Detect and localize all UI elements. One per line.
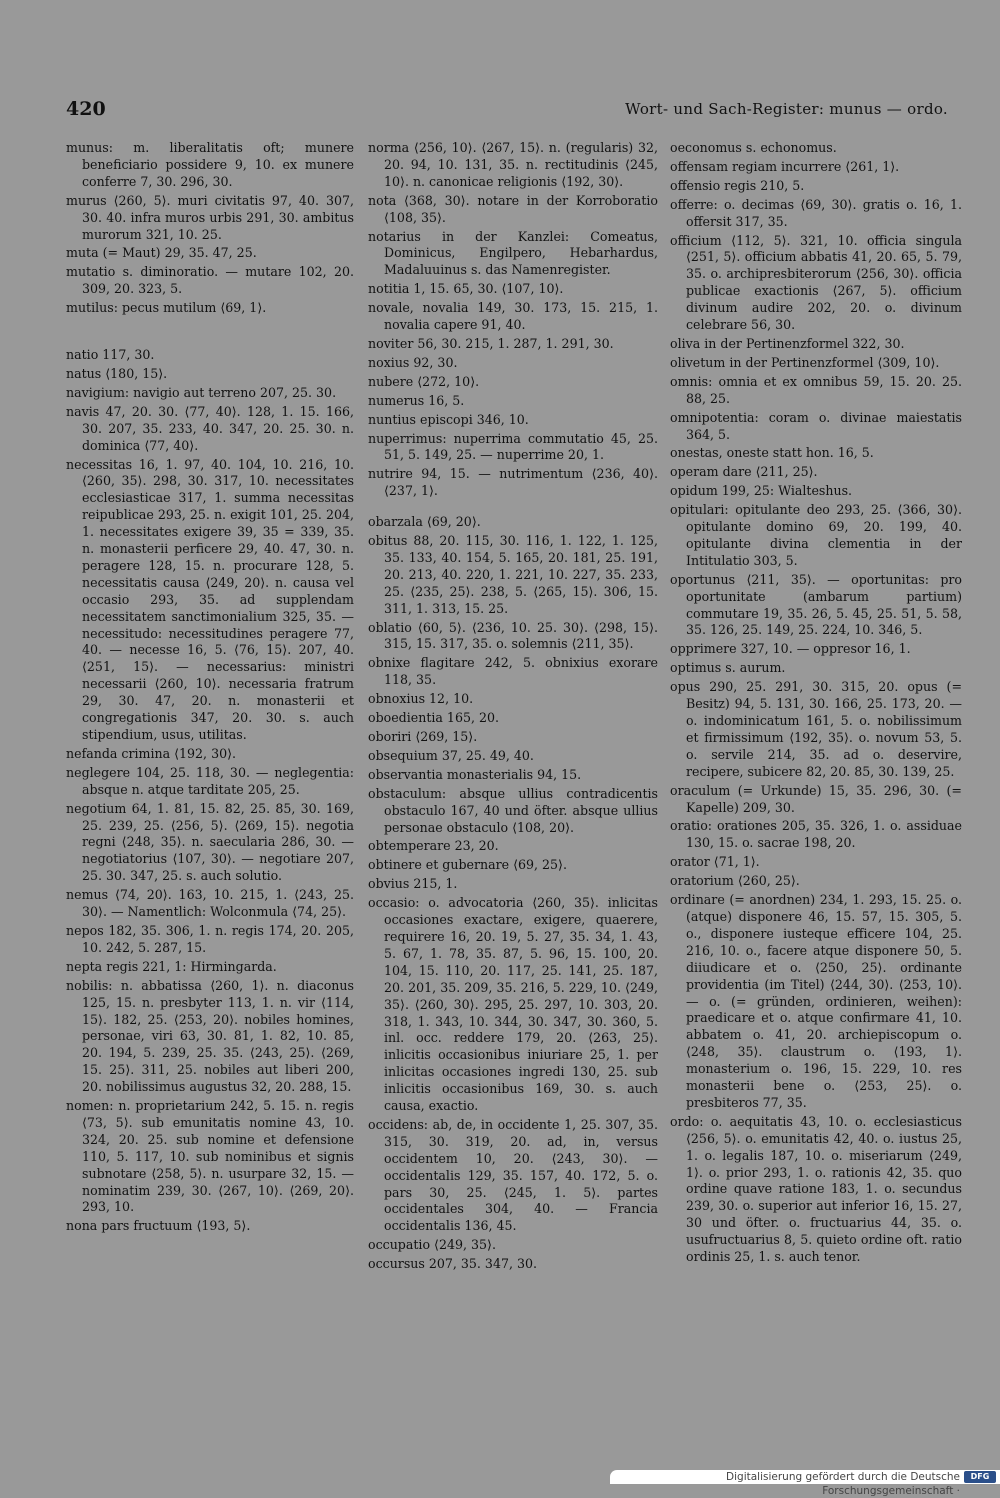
register-entry: offensam regiam incurrere ⟨261, 1⟩.	[670, 158, 900, 174]
register-entry: neglegere 104, 25. 118, 30. — neglegentia: absque n. atque tarditate 205, 25.	[66, 764, 354, 797]
register-entry: obvius 215, 1.	[368, 876, 458, 892]
register-entry: nuntius episcopi 346, 10.	[368, 411, 529, 427]
register-entry: oboriri ⟨269, 15⟩.	[368, 729, 478, 744]
register-entry: nepos 182, 35. 306, 1. n. regis 174, 20. 205, 10. 242, 5. 287, 15.	[66, 922, 354, 955]
register-entry: nemus ⟨74, 20⟩. 163, 10. 215, 1. ⟨243, 25. 30⟩. — Namentlich: Wolconmula ⟨74, 25⟩.	[66, 887, 354, 920]
register-entry: nota ⟨368, 30⟩. notare in der Korroboratio ⟨108, 35⟩.	[368, 192, 658, 225]
register-entry: novale, novalia 149, 30. 173, 15. 215, 1. novalia capere 91, 40.	[368, 300, 658, 333]
dfg-logo: DFG	[964, 1471, 996, 1483]
register-entry: nuperrimus: nuperrima commutatio 45, 25. 51, 5. 149, 25. — nuperrime 20, 1.	[368, 430, 658, 463]
register-entry: necessitas 16, 1. 97, 40. 104, 10. 216, 10. ⟨260, 35⟩. 298, 30. 317, 10. necessitates ecclesiasticae 317, 1. summa necessitas reipublicae 293, 25. n. exigit 101, 25. 204, 1. necessitates exigere 39, 35 = 339, 35. n. monasterii perficere 29, 40. 47, 30. n. peragere 128, 15. n. procurare 128, 5. necessitatis causa ⟨249, 20⟩. n. causa vel occasio 293, 35. ad supplendam necessitatem sanctimonialium 325, 35. — necessitudo: necessitudines peragere 77, 40. — necesse 16, 5. ⟨76, 15⟩. 207, 40. ⟨251, 15⟩. — necessarius: ministri necessarii ⟨260, 10⟩. necessaria fratrum 29, 30. 47, 20. n. monasterii et congregationis 347, 20. 30. s. auch stipendium, usus, utilitas.	[66, 456, 354, 742]
register-entry: muta (= Maut) 29, 35. 47, 25.	[66, 245, 257, 261]
register-entry: opitulari: opitulante deo 293, 25. ⟨366, 30⟩. opitulante domino 69, 20. 199, 40. opitulante divina clementia in der Intitulatio 303, 5.	[670, 502, 962, 568]
register-entry: omnipotentia: coram o. divinae maiestatis 364, 5.	[670, 409, 962, 442]
register-entry: obtinere et gubernare ⟨69, 25⟩.	[368, 857, 567, 873]
register-entry: nutrire 94, 15. — nutrimentum ⟨236, 40⟩. ⟨237, 1⟩.	[368, 466, 658, 499]
register-entry: norma ⟨256, 10⟩. ⟨267, 15⟩. n. (regularis) 32, 20. 94, 10. 131, 35. n. rectitudinis ⟨245, 10⟩. n. canonicae religionis ⟨192, 30⟩.	[368, 140, 658, 189]
register-entry: natus ⟨180, 15⟩.	[66, 365, 168, 381]
register-entry: navis 47, 20. 30. ⟨77, 40⟩. 128, 1. 15. 166, 30. 207, 35. 233, 40. 347, 20. 25. 30. n. dominica ⟨77, 40⟩.	[66, 403, 354, 453]
register-entry: nubere ⟨272, 10⟩.	[368, 373, 480, 389]
register-entry: obnixe flagitare 242, 5. obnixius exorare 118, 35.	[368, 655, 658, 688]
register-entry: nefanda crimina ⟨192, 30⟩.	[66, 745, 237, 761]
register-entry: occidens: ab, de, in occidente 1, 25. 307, 35. 315, 30. 319, 20. ad, in, versus occidentem 10, 20. ⟨243, 30⟩. — occidentalis 129, 35. 157, 40. 172, 5. o. pars 30, 25. ⟨245, 1. 5⟩. partes occidentales 304, 40. — Francia occidentalis 136, 45.	[368, 1116, 658, 1234]
register-entry: murus ⟨260, 5⟩. muri civitatis 97, 40. 307, 30. 40. infra muros urbis 291, 30. ambitus murorum 321, 10. 25.	[66, 192, 354, 242]
register-entry: operam dare ⟨211, 25⟩.	[670, 464, 818, 480]
register-entry: obtemperare 23, 20.	[368, 838, 499, 854]
column-middle	[368, 140, 658, 1410]
register-entry: obarzala ⟨69, 20⟩.	[368, 514, 481, 530]
page-number: 420	[66, 98, 106, 120]
register-entry: negotium 64, 1. 81, 15. 82, 25. 85, 30. 169, 25. 239, 25. ⟨256, 5⟩. ⟨269, 15⟩. negotia regni ⟨248, 35⟩. n. saecularia 286, 30. — negotiatorius ⟨107, 30⟩. — negotiare 207, 25. 30. 347, 25. s. auch solutio.	[66, 800, 354, 884]
register-entry: ordo: o. aequitatis 43, 10. o. ecclesiasticus ⟨256, 5⟩. o. emunitatis 42, 40. o. iustus 25, 1. o. legalis 187, 10. o. miseriarum ⟨249, 1⟩. o. prior 293, 1. o. rationis 42, 35. quo ordine quave ratione 183, 1. o. secundus 239, 30. o. superior aut inferior 16, 15. 27, 30 und öfter. o. fructuarius 44, 35. o. usufructuarius 8, 5. quieto ordine oft. ratio ordinis 25, 1. s. auch tenor.	[670, 1113, 962, 1265]
register-entry: nobilis: n. abbatissa ⟨260, 1⟩. n. diaconus 125, 15. n. presbyter 113, 1. n. vir ⟨114, 15⟩. 182, 25. ⟨253, 20⟩. nobiles homines, personae, viri 63, 30. 81, 1. 82, 10. 85, 20. 194, 5. 239, 25. 35. ⟨243, 25⟩. ⟨269, 15. 25⟩. 311, 25. nobiles aut liberi 200, 20. nobilissimus augustus 32, 20. 288, 15.	[66, 977, 354, 1095]
register-entry: oratio: orationes 205, 35. 326, 1. o. assiduae 130, 15. o. sacrae 198, 20.	[670, 818, 962, 851]
register-columns	[66, 140, 964, 1410]
register-entry: oliva in der Pertinenzformel 322, 30.	[670, 335, 905, 351]
register-entry: munus: m. liberalitatis oft; munere beneficiario possidere 9, 10. ex munere conferre 7, 30. 296, 30.	[66, 140, 354, 189]
register-entry: offensio regis 210, 5.	[670, 177, 805, 193]
register-entry: omnis: omnia et ex omnibus 59, 15. 20. 25. 88, 25.	[670, 373, 962, 406]
register-entry: oblatio ⟨60, 5⟩. ⟨236, 10. 25. 30⟩. ⟨298, 15⟩. 315, 15. 317, 35. o. solemnis ⟨211, 35⟩.	[368, 619, 658, 652]
register-entry: occursus 207, 35. 347, 30.	[368, 1256, 538, 1272]
register-entry: obitus 88, 20. 115, 30. 116, 1. 122, 1. 125, 35. 133, 40. 154, 5. 165, 20. 181, 25. 191, 20. 213, 40. 220, 1. 221, 10. 227, 35. 233, 25. ⟨235, 25⟩. 238, 5. ⟨265, 15⟩. 306, 15. 311, 1. 313, 15. 25.	[368, 533, 658, 616]
register-entry: mutatio s. diminoratio. — mutare 102, 20. 309, 20. 323, 5.	[66, 264, 354, 297]
register-entry: natio 117, 30.	[66, 347, 155, 363]
register-entry: oportunus ⟨211, 35⟩. — oportunitas: pro oportunitate (ambarum partium) commutare 19, 35. 26, 5. 45, 25. 51, 5. 58, 35. 126, 25. 149, 25. 224, 10. 346, 5.	[670, 571, 962, 638]
register-entry: nomen: n. proprietarium 242, 5. 15. n. regis ⟨73, 5⟩. sub emunitatis nomine 43, 10. 324, 20. 25. sub nomine et defensione 110, 5. 117, 10. sub nominibus et signis subnotare ⟨258, 5⟩. n. usurpare 32, 15. — nominatim 239, 30. ⟨267, 10⟩. ⟨269, 20⟩. 293, 10.	[66, 1098, 354, 1215]
register-entry: ordinare (= anordnen) 234, 1. 293, 15. 25. o. (atque) disponere 46, 15. 57, 15. 305, 5. o., disponere iusteque efficere 104, 25. 216, 10. o., facere atque disponere 50, 5. diiudicare et o. ⟨250, 25⟩. ordinante providentia (im Titel) ⟨244, 30⟩. ⟨253, 10⟩. — o. (= gründen, ordinieren, weihen): praedicare et o. atque confirmare 41, 10. abbatem o. 41, 20. archiepiscopum o. ⟨248, 35⟩. claustrum o. ⟨193, 1⟩. monasterium o. 196, 15. 229, 10. res monasterii bene o. ⟨253, 25⟩. o. presbiteros 77, 35.	[670, 892, 962, 1110]
footer-text: Digitalisierung gefördert durch die Deutsche Forschungsgemeinschaft ·	[726, 1471, 960, 1497]
register-entry: officium ⟨112, 5⟩. 321, 10. officia singula ⟨251, 5⟩. officium abbatis 41, 20. 65, 5. 79, 35. o. archipresbiterorum ⟨256, 30⟩. officia publicae exactionis ⟨267, 5⟩. officium divinum audire 202, 20. o. divinum celebrare 56, 30.	[670, 232, 962, 333]
register-entry: mutilus: pecus mutilum ⟨69, 1⟩.	[66, 300, 267, 316]
register-entry: obstaculum: absque ullius contradicentis obstaculo 167, 40 und öfter. absque ullius personae obstaculo ⟨108, 20⟩.	[368, 785, 658, 835]
register-entry: noxius 92, 30.	[368, 354, 458, 370]
register-entry: oraculum (= Urkunde) 15, 35. 296, 30. (= Kapelle) 209, 30.	[670, 782, 962, 815]
register-entry: nepta regis 221, 1: Hirmingarda.	[66, 958, 277, 974]
register-entry: notarius in der Kanzlei: Comeatus, Dominicus, Engilpero, Hebarhardus, Madaluuinus s. das Namenregister.	[368, 228, 658, 278]
register-entry: noviter 56, 30. 215, 1. 287, 1. 291, 30.	[368, 335, 614, 351]
column-right	[670, 140, 962, 1410]
register-entry: occupatio ⟨249, 35⟩.	[368, 1237, 496, 1253]
register-entry: navigium: navigio aut terreno 207, 25. 30.	[66, 384, 337, 400]
register-entry: obsequium 37, 25. 49, 40.	[368, 747, 534, 763]
register-entry: numerus 16, 5.	[368, 392, 465, 408]
register-entry: nona pars fructuum ⟨193, 5⟩.	[66, 1218, 251, 1234]
register-entry: onestas, oneste statt hon. 16, 5.	[670, 445, 874, 461]
register-entry: observantia monasterialis 94, 15.	[368, 766, 582, 782]
register-entry: occasio: o. advocatoria ⟨260, 35⟩. inlicitas occasiones exactare, exigere, quaerere, requirere 16, 20. 19, 5. 27, 35. 34, 1. 43, 5. 67, 1. 78, 35. 87, 5. 96, 15. 100, 20. 104, 15. 110, 20. 117, 25. 141, 25. 187, 20. 201, 35. 209, 35. 216, 5. 229, 10. ⟨249, 35⟩. ⟨260, 30⟩. 295, 25. 297, 10. 303, 20. 318, 1. 343, 10. 344, 30. 347, 30. 360, 5. inl. occ. reddere 179, 20. ⟨263, 25⟩. inlicitis occasionibus iniuriare 25, 1. per inlicitas occasiones ingredi 130, 25. sub inlicitis occasionibus 169, 30. s. auch causa, exactio.	[368, 895, 658, 1114]
register-entry: offerre: o. decimas ⟨69, 30⟩. gratis o. 16, 1. offersit 317, 35.	[670, 196, 962, 229]
page-header	[66, 98, 948, 126]
page-title: Wort- und Sach-Register: munus — ordo.	[625, 100, 948, 118]
register-entry: olivetum in der Pertinenzformel ⟨309, 10⟩.	[670, 354, 940, 370]
register-entry: oboedientia 165, 20.	[368, 710, 500, 726]
register-entry: opidum 199, 25: Wialteshus.	[670, 483, 853, 499]
digitization-footer	[610, 1470, 1000, 1497]
register-entry: optimus s. aurum.	[670, 660, 786, 676]
register-entry: notitia 1, 15. 65, 30. ⟨107, 10⟩.	[368, 281, 564, 297]
register-entry: orator ⟨71, 1⟩.	[670, 854, 760, 870]
register-entry: obnoxius 12, 10.	[368, 691, 474, 707]
register-entry: opus 290, 25. 291, 30. 315, 20. opus (= Besitz) 94, 5. 131, 30. 166, 25. 173, 20. — o. indominicatum 161, 5. o. nobilissimum et firmissimum ⟨192, 35⟩. o. novum 53, 5. o. servile 214, 35. ad o. deservire, recipere, subicere 82, 20. 85, 30. 139, 25.	[670, 679, 962, 779]
register-entry: oeconomus s. echonomus.	[670, 140, 837, 155]
register-entry: opprimere 327, 10. — oppresor 16, 1.	[670, 641, 911, 657]
column-left	[66, 140, 354, 1410]
register-entry: oratorium ⟨260, 25⟩.	[670, 873, 800, 889]
